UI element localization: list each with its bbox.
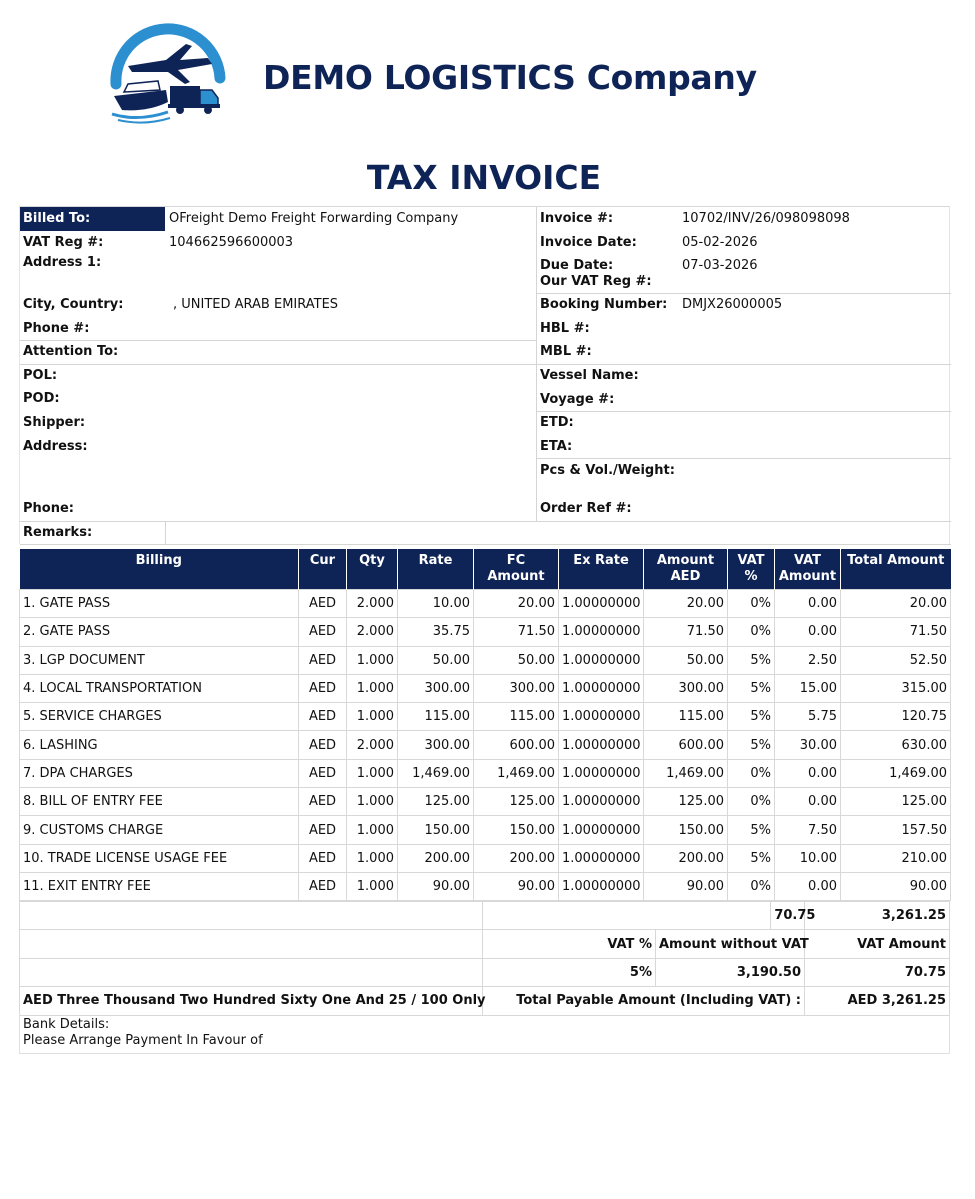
vat-amount-cell: 10.00 (775, 844, 841, 872)
currency-cell: AED (299, 759, 347, 787)
total-amount-cell: 1,469.00 (841, 759, 951, 787)
vat-amount-cell: 0.00 (775, 590, 841, 618)
table-row (20, 674, 951, 702)
vat-summary-row (20, 958, 950, 986)
billing-item: 11. EXIT ENTRY FEE (20, 872, 299, 900)
eta-label: ETA: (540, 439, 573, 454)
company-logo (108, 16, 228, 128)
qty-cell: 2.000 (347, 590, 398, 618)
invoice-summary (19, 901, 950, 1016)
ex-rate-cell: 1.00000000 (559, 618, 644, 646)
invoice-no-label: Invoice #: (540, 211, 614, 226)
vat-pct-cell: 5% (728, 816, 775, 844)
vat-amount-cell: 7.50 (775, 816, 841, 844)
vat-pct-cell: 0% (728, 618, 775, 646)
vat-total: 70.75 (771, 902, 805, 930)
total-amount-cell: 20.00 (841, 590, 951, 618)
qty-cell: 1.000 (347, 788, 398, 816)
vat-amount-cell: 0.00 (775, 618, 841, 646)
table-row (20, 646, 951, 674)
vat-amount-value: 70.75 (805, 958, 950, 986)
ex-rate-cell: 1.00000000 (559, 788, 644, 816)
billing-item: 9. CUSTOMS CHARGE (20, 816, 299, 844)
total-amount-cell: 125.00 (841, 788, 951, 816)
attention-label: Attention To: (23, 344, 119, 359)
table-row (20, 759, 951, 787)
qty-cell: 1.000 (347, 703, 398, 731)
table-row (20, 590, 951, 618)
pol-label: POL: (23, 368, 58, 383)
rate-cell: 300.00 (398, 731, 474, 759)
total-payable-label: Total Payable Amount (Including VAT) : (483, 987, 805, 1015)
vat-amount-header: VAT Amount (805, 930, 950, 958)
vat-pct-value: 5% (483, 958, 656, 986)
rate-cell: 200.00 (398, 844, 474, 872)
vat-pct-cell: 0% (728, 872, 775, 900)
etd-label: ETD: (540, 415, 574, 430)
company-name: DEMO LOGISTICS Company (263, 58, 757, 97)
total-amount-cell: 90.00 (841, 872, 951, 900)
ex-rate-cell: 1.00000000 (559, 731, 644, 759)
amount-aed-cell: 200.00 (644, 844, 728, 872)
due-date-label: Due Date: (540, 258, 614, 273)
billing-table (19, 549, 951, 901)
currency-cell: AED (299, 872, 347, 900)
billing-item: 10. TRADE LICENSE USAGE FEE (20, 844, 299, 872)
phone-label: Phone #: (23, 321, 90, 336)
grand-total: 3,261.25 (805, 902, 950, 930)
total-amount-cell: 52.50 (841, 646, 951, 674)
currency-cell: AED (299, 618, 347, 646)
billing-item: 8. BILL OF ENTRY FEE (20, 788, 299, 816)
fc-amount-cell: 300.00 (474, 674, 559, 702)
fc-amount-cell: 71.50 (474, 618, 559, 646)
remarks-label: Remarks: (23, 525, 93, 540)
total-payable-value: AED 3,261.25 (805, 987, 950, 1015)
billing-header-row (20, 549, 951, 590)
vat-amount-cell: 15.00 (775, 674, 841, 702)
ex-rate-cell: 1.00000000 (559, 816, 644, 844)
rate-cell: 125.00 (398, 788, 474, 816)
table-row (20, 872, 951, 900)
table-row (20, 816, 951, 844)
total-amount-cell: 120.75 (841, 703, 951, 731)
payment-note: Please Arrange Payment In Favour of (23, 1033, 263, 1048)
vat-pct-cell: 0% (728, 788, 775, 816)
column-header: Ex Rate (559, 549, 644, 590)
amount-aed-cell: 20.00 (644, 590, 728, 618)
ex-rate-cell: 1.00000000 (559, 872, 644, 900)
fc-amount-cell: 125.00 (474, 788, 559, 816)
amount-aed-cell: 50.00 (644, 646, 728, 674)
vat-reg-label: VAT Reg #: (23, 235, 104, 250)
qty-cell: 2.000 (347, 731, 398, 759)
truck-icon (168, 86, 220, 114)
billing-item: 4. LOCAL TRANSPORTATION (20, 674, 299, 702)
amount-in-words: AED Three Thousand Two Hundred Sixty One And 25 / 100 Only (20, 987, 483, 1015)
vat-amount-cell: 0.00 (775, 759, 841, 787)
currency-cell: AED (299, 590, 347, 618)
shipper-address-label: Address: (23, 439, 88, 454)
currency-cell: AED (299, 674, 347, 702)
ex-rate-cell: 1.00000000 (559, 844, 644, 872)
qty-cell: 1.000 (347, 674, 398, 702)
column-header: Total Amount (841, 549, 951, 590)
address1-label: Address 1: (23, 255, 102, 270)
total-amount-cell: 157.50 (841, 816, 951, 844)
city-country-label: City, Country: (23, 297, 124, 312)
amount-aed-cell: 1,469.00 (644, 759, 728, 787)
total-amount-cell: 71.50 (841, 618, 951, 646)
shipper-label: Shipper: (23, 415, 86, 430)
rate-cell: 10.00 (398, 590, 474, 618)
vat-pct-cell: 5% (728, 646, 775, 674)
rate-cell: 1,469.00 (398, 759, 474, 787)
totals-row (20, 902, 950, 930)
ship-icon (112, 81, 170, 123)
qty-cell: 1.000 (347, 646, 398, 674)
column-header: Qty (347, 549, 398, 590)
vat-pct-cell: 5% (728, 731, 775, 759)
ex-rate-cell: 1.00000000 (559, 590, 644, 618)
our-vat-reg-label: Our VAT Reg #: (540, 274, 652, 289)
table-row (20, 703, 951, 731)
hbl-label: HBL #: (540, 321, 590, 336)
ex-rate-cell: 1.00000000 (559, 674, 644, 702)
qty-cell: 1.000 (347, 759, 398, 787)
billing-item: 7. DPA CHARGES (20, 759, 299, 787)
shipper-phone-label: Phone: (23, 501, 74, 516)
fc-amount-cell: 115.00 (474, 703, 559, 731)
amount-aed-cell: 90.00 (644, 872, 728, 900)
amount-aed-cell: 150.00 (644, 816, 728, 844)
ex-rate-cell: 1.00000000 (559, 646, 644, 674)
pcs-vol-weight-label: Pcs & Vol./Weight: (540, 463, 675, 478)
invoice-date-label: Invoice Date: (540, 235, 637, 250)
vat-pct-cell: 5% (728, 703, 775, 731)
qty-cell: 1.000 (347, 844, 398, 872)
column-header: FC Amount (474, 549, 559, 590)
ex-rate-cell: 1.00000000 (559, 703, 644, 731)
airplane-icon (128, 44, 212, 84)
amount-aed-cell: 115.00 (644, 703, 728, 731)
vat-amount-cell: 0.00 (775, 788, 841, 816)
rate-cell: 35.75 (398, 618, 474, 646)
total-amount-cell: 210.00 (841, 844, 951, 872)
billing-item: 6. LASHING (20, 731, 299, 759)
vat-reg-value: 104662596600003 (169, 235, 294, 250)
amount-without-vat-value: 3,190.50 (655, 958, 804, 986)
document-title: TAX INVOICE (366, 158, 602, 197)
billing-item: 3. LGP DOCUMENT (20, 646, 299, 674)
amount-aed-cell: 125.00 (644, 788, 728, 816)
vat-amount-cell: 5.75 (775, 703, 841, 731)
table-row (20, 618, 951, 646)
column-header: Billing (20, 549, 299, 590)
qty-cell: 2.000 (347, 618, 398, 646)
pod-label: POD: (23, 391, 60, 406)
currency-cell: AED (299, 816, 347, 844)
rate-cell: 50.00 (398, 646, 474, 674)
fc-amount-cell: 90.00 (474, 872, 559, 900)
amount-aed-cell: 71.50 (644, 618, 728, 646)
vat-pct-cell: 5% (728, 674, 775, 702)
due-date-value: 07-03-2026 (682, 258, 758, 273)
mbl-label: MBL #: (540, 344, 592, 359)
currency-cell: AED (299, 731, 347, 759)
booking-number-value: DMJX26000005 (682, 297, 783, 312)
amount-aed-cell: 300.00 (644, 674, 728, 702)
column-header: Rate (398, 549, 474, 590)
table-row (20, 844, 951, 872)
invoice-info-block (19, 206, 950, 544)
column-header: VAT % (728, 549, 775, 590)
vat-amount-cell: 30.00 (775, 731, 841, 759)
invoice-date-value: 05-02-2026 (682, 235, 758, 250)
fc-amount-cell: 50.00 (474, 646, 559, 674)
total-amount-cell: 630.00 (841, 731, 951, 759)
bank-details (19, 1013, 950, 1054)
order-ref-label: Order Ref #: (540, 501, 632, 516)
column-header: Amount AED (644, 549, 728, 590)
booking-number-label: Booking Number: (540, 297, 668, 312)
rate-cell: 90.00 (398, 872, 474, 900)
currency-cell: AED (299, 703, 347, 731)
billed-to-value: OFreight Demo Freight Forwarding Company (169, 211, 459, 226)
vat-pct-header: VAT % (483, 930, 656, 958)
billing-item: 5. SERVICE CHARGES (20, 703, 299, 731)
vat-amount-cell: 0.00 (775, 872, 841, 900)
ex-rate-cell: 1.00000000 (559, 759, 644, 787)
vat-pct-cell: 0% (728, 590, 775, 618)
fc-amount-cell: 150.00 (474, 816, 559, 844)
billing-item: 2. GATE PASS (20, 618, 299, 646)
column-header: Cur (299, 549, 347, 590)
rate-cell: 150.00 (398, 816, 474, 844)
amount-without-vat-header: Amount without VAT (655, 930, 804, 958)
vat-pct-cell: 5% (728, 844, 775, 872)
fc-amount-cell: 1,469.00 (474, 759, 559, 787)
vat-pct-cell: 0% (728, 759, 775, 787)
invoice-no-value: 10702/INV/26/098098098 (682, 211, 850, 226)
vat-summary-header-row (20, 930, 950, 958)
total-amount-cell: 315.00 (841, 674, 951, 702)
bank-details-title: Bank Details: (23, 1017, 110, 1032)
table-row (20, 731, 951, 759)
rate-cell: 300.00 (398, 674, 474, 702)
currency-cell: AED (299, 844, 347, 872)
billed-to-label: Billed To: (20, 207, 165, 231)
table-row (20, 788, 951, 816)
fc-amount-cell: 200.00 (474, 844, 559, 872)
currency-cell: AED (299, 646, 347, 674)
billing-item: 1. GATE PASS (20, 590, 299, 618)
amount-aed-cell: 600.00 (644, 731, 728, 759)
vessel-name-label: Vessel Name: (540, 368, 639, 383)
currency-cell: AED (299, 788, 347, 816)
city-country-value: , UNITED ARAB EMIRATES (173, 297, 339, 312)
qty-cell: 1.000 (347, 816, 398, 844)
qty-cell: 1.000 (347, 872, 398, 900)
voyage-label: Voyage #: (540, 392, 615, 407)
rate-cell: 115.00 (398, 703, 474, 731)
fc-amount-cell: 600.00 (474, 731, 559, 759)
vat-amount-cell: 2.50 (775, 646, 841, 674)
fc-amount-cell: 20.00 (474, 590, 559, 618)
column-header: VAT Amount (775, 549, 841, 590)
total-payable-row (20, 987, 950, 1015)
